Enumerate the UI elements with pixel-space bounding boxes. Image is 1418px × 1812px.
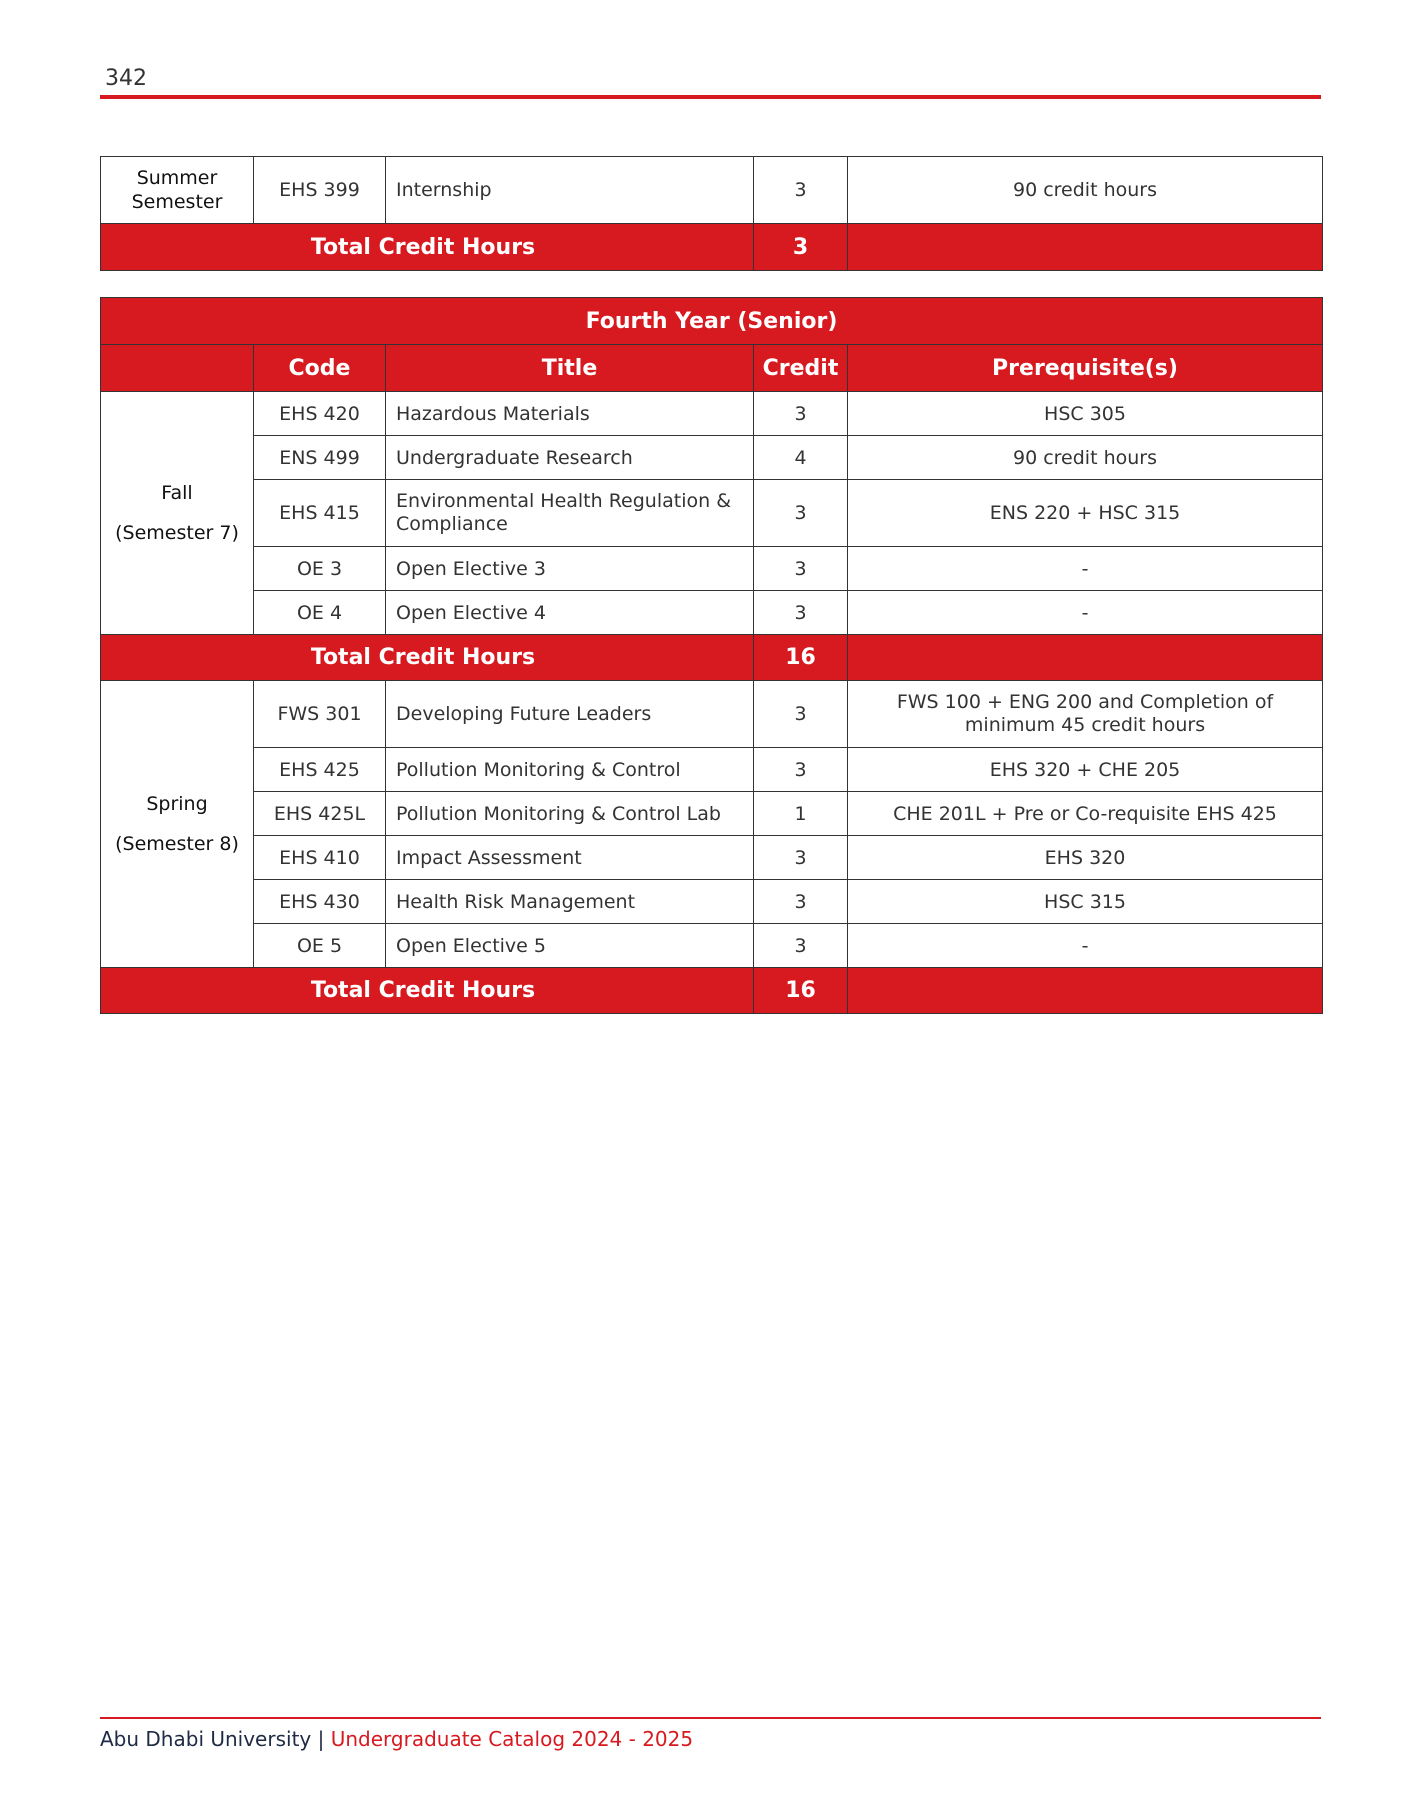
total-value: 16 xyxy=(754,635,848,681)
header-row xyxy=(101,345,1323,392)
table-row xyxy=(101,748,1323,792)
semester-label-spring xyxy=(101,681,254,968)
course-credit: 3 xyxy=(754,880,848,924)
page-number: 342 xyxy=(105,66,147,91)
header-rule xyxy=(100,95,1321,99)
header-credit: Credit xyxy=(754,345,848,392)
semester-label xyxy=(101,157,254,224)
course-title: Open Elective 3 xyxy=(386,547,754,591)
course-prereq: 90 credit hours xyxy=(848,436,1323,480)
course-prereq: ENS 220 + HSC 315 xyxy=(848,480,1323,547)
course-title: Internship xyxy=(386,157,754,224)
table-row xyxy=(101,436,1323,480)
course-code: OE 5 xyxy=(254,924,386,968)
total-blank xyxy=(848,635,1323,681)
table-row xyxy=(101,924,1323,968)
total-label: Total Credit Hours xyxy=(101,968,754,1014)
total-blank xyxy=(848,968,1323,1014)
course-credit: 4 xyxy=(754,436,848,480)
course-credit: 3 xyxy=(754,392,848,436)
total-blank xyxy=(848,224,1323,271)
course-prereq: - xyxy=(848,924,1323,968)
course-credit: 1 xyxy=(754,792,848,836)
course-prereq: - xyxy=(848,591,1323,635)
course-prereq: - xyxy=(848,547,1323,591)
table-row xyxy=(101,392,1323,436)
header-semester xyxy=(101,345,254,392)
course-title: Developing Future Leaders xyxy=(386,681,754,748)
course-title: Health Risk Management xyxy=(386,880,754,924)
total-row xyxy=(101,968,1323,1014)
total-row xyxy=(101,224,1323,271)
course-title: Open Elective 5 xyxy=(386,924,754,968)
course-credit: 3 xyxy=(754,157,848,224)
course-code: ENS 499 xyxy=(254,436,386,480)
total-value: 16 xyxy=(754,968,848,1014)
course-title: Hazardous Materials xyxy=(386,392,754,436)
course-credit: 3 xyxy=(754,924,848,968)
course-credit: 3 xyxy=(754,836,848,880)
semester-label-line2: Semester xyxy=(131,191,223,213)
course-prereq: EHS 320 + CHE 205 xyxy=(848,748,1323,792)
course-prereq: FWS 100 + ENG 200 and Completion of minimum 45 credit hours xyxy=(848,681,1323,748)
course-code: OE 4 xyxy=(254,591,386,635)
course-code: FWS 301 xyxy=(254,681,386,748)
course-prereq: HSC 305 xyxy=(848,392,1323,436)
fourth-year-table xyxy=(100,297,1323,1014)
total-value: 3 xyxy=(754,224,848,271)
table-row xyxy=(101,157,1323,224)
course-code: EHS 410 xyxy=(254,836,386,880)
course-credit: 3 xyxy=(754,681,848,748)
semester-label-line2: (Semester 7) xyxy=(115,522,239,544)
course-code: EHS 425L xyxy=(254,792,386,836)
table-row xyxy=(101,480,1323,547)
course-title: Environmental Health Regulation & Compliance xyxy=(386,480,754,547)
footer xyxy=(100,1727,693,1751)
course-title: Impact Assessment xyxy=(386,836,754,880)
table-row xyxy=(101,547,1323,591)
header-prereq: Prerequisite(s) xyxy=(848,345,1323,392)
total-label: Total Credit Hours xyxy=(101,224,754,271)
header-code: Code xyxy=(254,345,386,392)
table-row xyxy=(101,836,1323,880)
course-prereq: HSC 315 xyxy=(848,880,1323,924)
course-prereq: CHE 201L + Pre or Co-requisite EHS 425 xyxy=(848,792,1323,836)
course-prereq: EHS 320 xyxy=(848,836,1323,880)
semester-label-line2: (Semester 8) xyxy=(115,833,239,855)
summer-semester-table xyxy=(100,156,1323,271)
footer-separator: | xyxy=(317,1727,325,1751)
course-credit: 3 xyxy=(754,480,848,547)
course-title: Pollution Monitoring & Control Lab xyxy=(386,792,754,836)
year-title: Fourth Year (Senior) xyxy=(101,298,1323,345)
course-code: OE 3 xyxy=(254,547,386,591)
course-code: EHS 399 xyxy=(254,157,386,224)
table-row xyxy=(101,591,1323,635)
total-label: Total Credit Hours xyxy=(101,635,754,681)
course-title: Open Elective 4 xyxy=(386,591,754,635)
course-title: Pollution Monitoring & Control xyxy=(386,748,754,792)
footer-rule xyxy=(100,1717,1321,1719)
semester-label-line1: Spring xyxy=(146,793,208,815)
total-row xyxy=(101,635,1323,681)
semester-label-line1: Summer xyxy=(136,167,218,189)
course-prereq: 90 credit hours xyxy=(848,157,1323,224)
course-credit: 3 xyxy=(754,547,848,591)
course-code: EHS 420 xyxy=(254,392,386,436)
semester-label-line1: Fall xyxy=(161,482,193,504)
course-credit: 3 xyxy=(754,748,848,792)
course-code: EHS 430 xyxy=(254,880,386,924)
year-title-row xyxy=(101,298,1323,345)
table-row xyxy=(101,681,1323,748)
footer-org: Abu Dhabi University xyxy=(100,1727,312,1751)
header-title: Title xyxy=(386,345,754,392)
table-row xyxy=(101,880,1323,924)
course-title: Undergraduate Research xyxy=(386,436,754,480)
course-credit: 3 xyxy=(754,591,848,635)
table-row xyxy=(101,792,1323,836)
course-code: EHS 415 xyxy=(254,480,386,547)
course-code: EHS 425 xyxy=(254,748,386,792)
semester-label-fall xyxy=(101,392,254,635)
footer-doc-title: Undergraduate Catalog 2024 - 2025 xyxy=(330,1727,694,1751)
